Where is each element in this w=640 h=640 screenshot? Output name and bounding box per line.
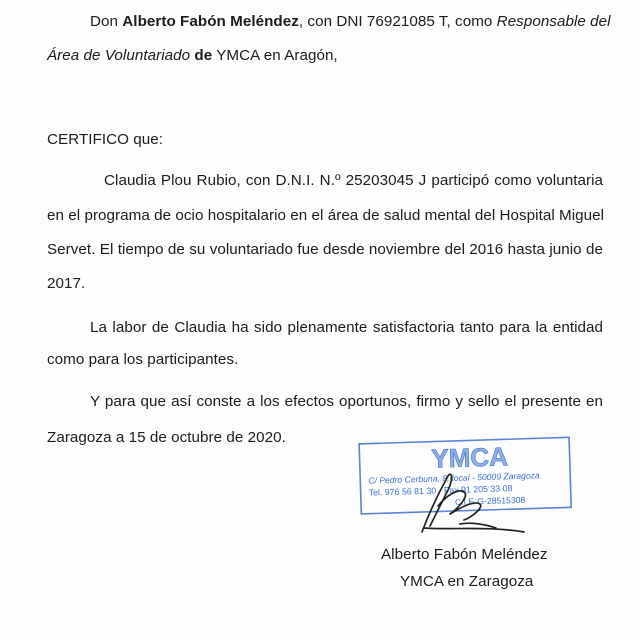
stamp-cif: C.I.F. G-28515308 [454,494,526,507]
intro-de: de [190,47,213,64]
issuer-area: Área de Voluntariado [47,47,191,64]
issuer-name: Alberto Fabón Meléndez [122,13,299,30]
signature-strokes [422,474,524,532]
paragraph-1-line-2: en el programa de ocio hospitalario en el área de salud mental del Hospital Miguel [47,207,605,224]
intro-line-2 [47,46,338,66]
issuer-role: Responsable del [496,13,611,30]
paragraph-1-line-1: Claudia Plou Rubio, con D.N.I. N.º 25203045 J participó como voluntaria [104,172,603,189]
paragraph-2-line-2: como para los participantes. [47,351,239,368]
paragraph-1-line-4: 2017. [47,275,86,292]
intro-prefix: Don [90,13,123,30]
paragraph-3-line-1: Y para que así conste a los efectos oportunos, firmo y sello el presente en [90,393,603,410]
signer-organization: YMCA en Zaragoza [400,573,534,590]
certifico-heading: CERTIFICO que: [47,131,164,148]
intro-line-1 [90,12,611,32]
stamp-address: C/ Pedro Cerbuna, 8, local - 50009 Zaragoza [368,470,540,486]
paragraph-3-line-2: Zaragoza a 15 de octubre de 2020. [47,429,286,446]
issuer-id-text: , con DNI 76921085 T, como [298,13,497,30]
signer-name: Alberto Fabón Meléndez [381,546,548,563]
stamp-logo: YMCA [430,441,509,474]
paragraph-1-line-3: Servet. El tiempo de su voluntariado fue desde noviembre del 2016 hasta junio de [47,241,603,258]
handwritten-signature [400,466,530,536]
issuer-organization: YMCA en Aragón, [212,47,338,64]
stamp-phones: Tel. 976 56 81 30 - Fax 91 205 33 08 [368,483,513,498]
paragraph-2-line-1: La labor de Claudia ha sido plenamente satisfactoria tanto para la entidad [90,319,603,336]
